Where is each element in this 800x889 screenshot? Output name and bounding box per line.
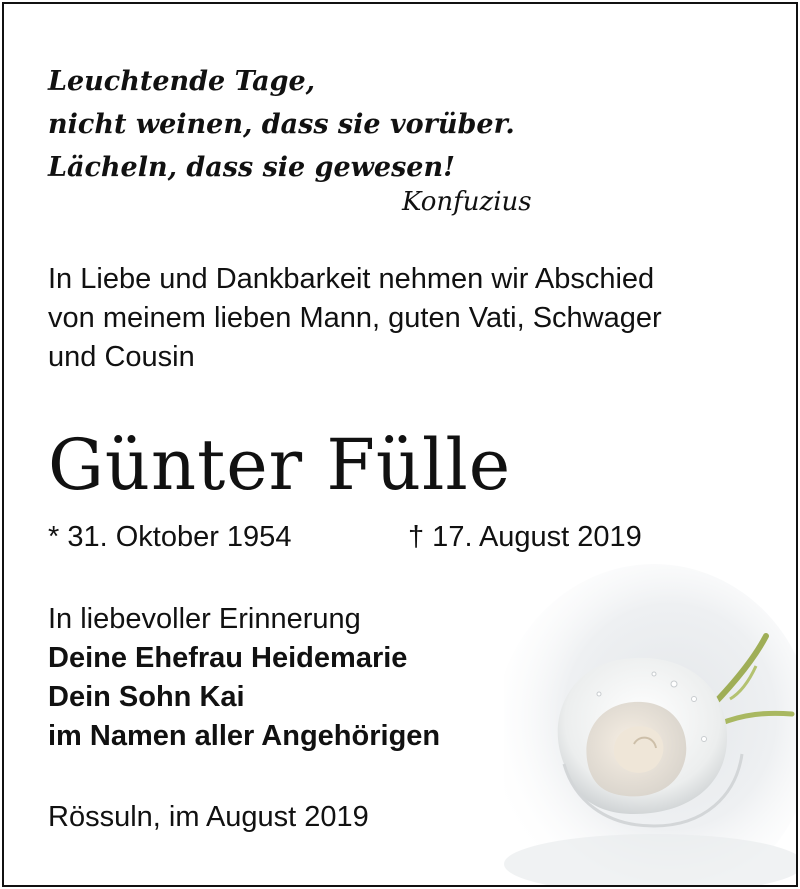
quote-author: Konfuzius [402, 187, 532, 217]
farewell-text [48, 260, 768, 377]
death-date: † 17. August 2019 [408, 521, 642, 553]
birth-date: * 31. Oktober 1954 [48, 521, 292, 553]
deceased-name: Günter Fülle [48, 424, 512, 506]
farewell-line: und Cousin [48, 341, 195, 373]
place-date: Rössuln, im August 2019 [48, 801, 369, 833]
quote-line: nicht weinen, dass sie vorüber. [48, 109, 515, 140]
white-rose-image [504, 564, 796, 887]
signatory: im Namen aller Angehörigen [48, 720, 441, 752]
memory-heading: In liebevoller Erinnerung [48, 603, 361, 635]
farewell-line: In Liebe und Dankbarkeit nehmen wir Abschied [48, 263, 655, 295]
obituary-notice [2, 2, 798, 887]
life-dates [48, 521, 642, 554]
quote-block [48, 60, 515, 189]
signatories-block [48, 600, 440, 756]
signatory: Deine Ehefrau Heidemarie [48, 642, 408, 674]
quote-line: Lächeln, dass sie gewesen! [48, 152, 455, 183]
signatory: Dein Sohn Kai [48, 681, 245, 713]
quote-line: Leuchtende Tage, [48, 66, 316, 97]
farewell-line: von meinem lieben Mann, guten Vati, Schwager [48, 302, 662, 334]
